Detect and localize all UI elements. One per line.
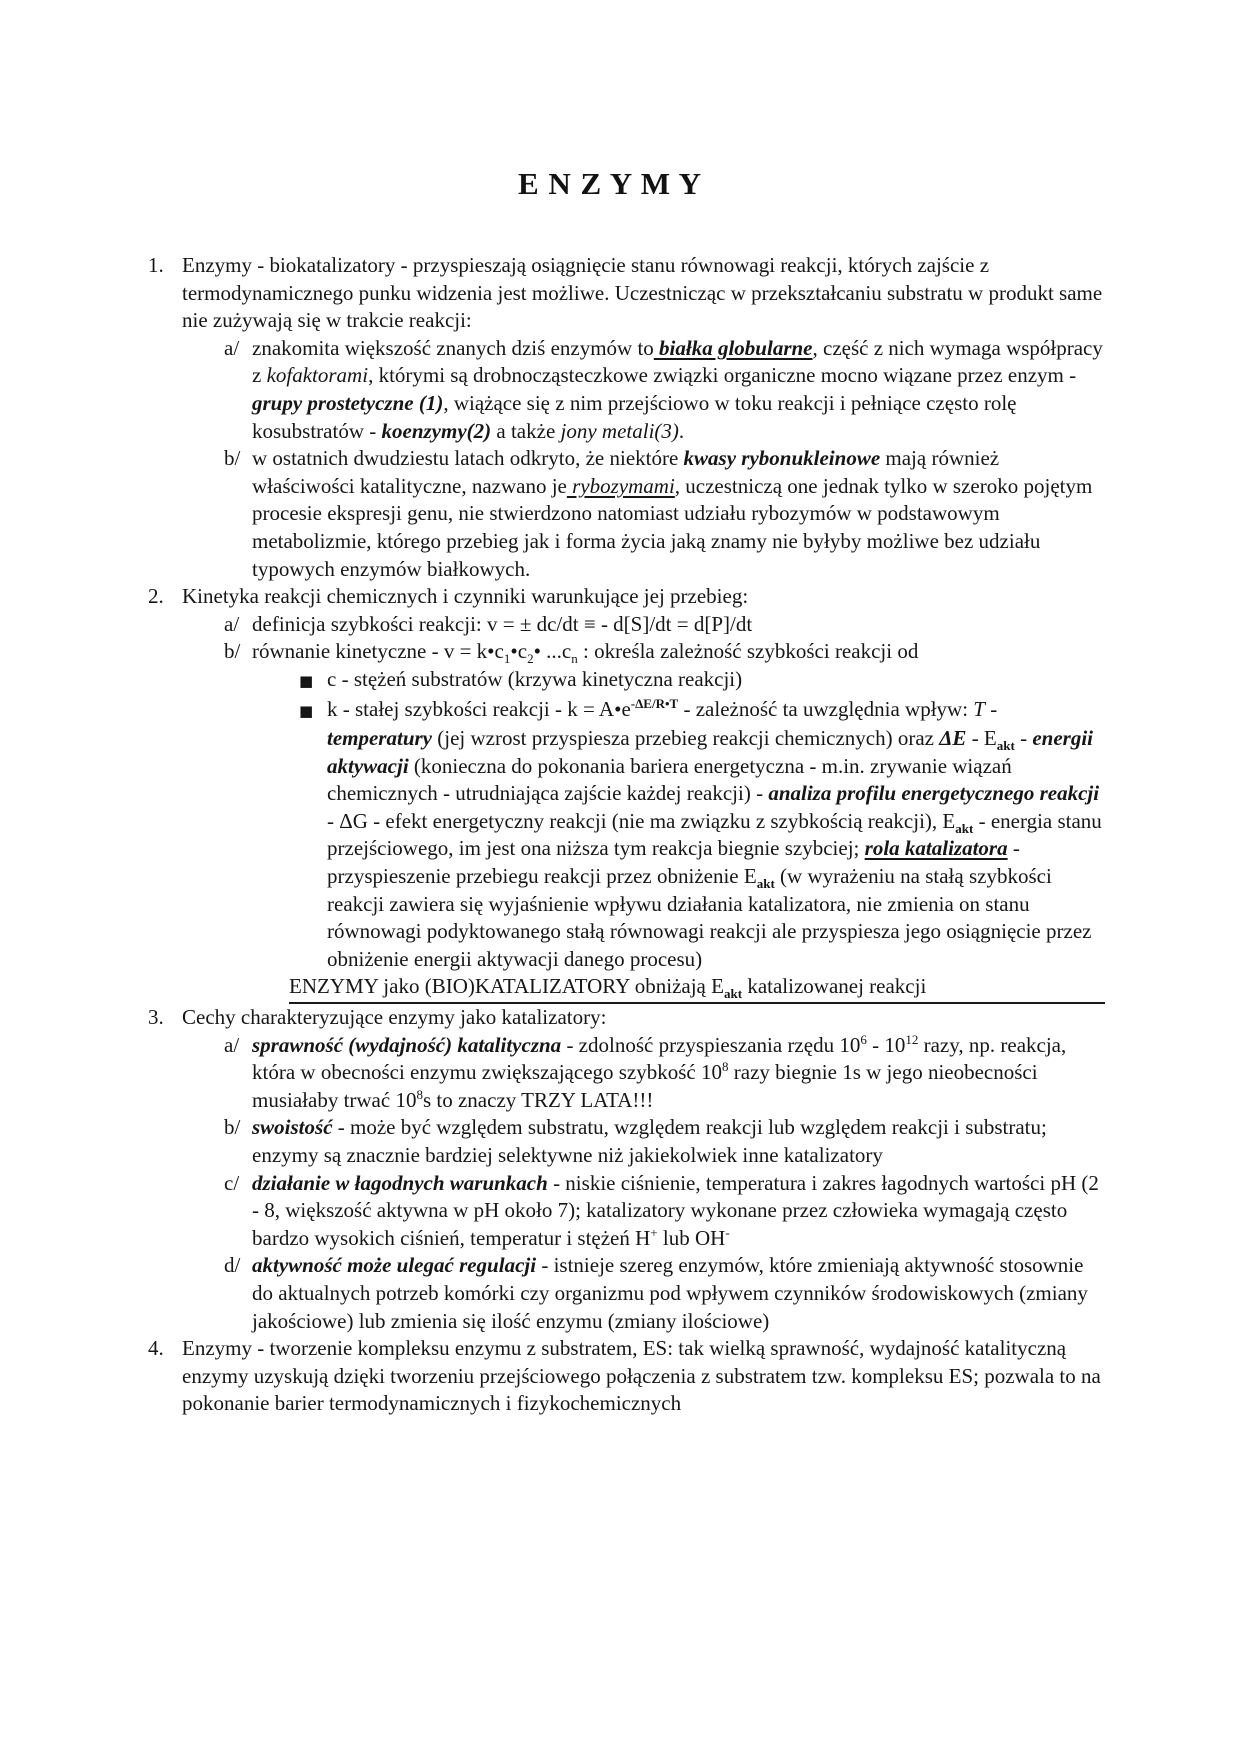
item-3b	[148, 1114, 1105, 1169]
paragraph-text	[327, 667, 742, 691]
item-2	[148, 583, 1105, 611]
item-3	[148, 1004, 1105, 1032]
bullet-substrate-concentration	[148, 666, 1105, 696]
text-segment: (konieczna do pokonania bariera energetyczna - m.in. zrywanie wiązań chemicznych - utrudniająca zajście każdej reakcji) -	[327, 753, 1012, 806]
paragraph-text	[182, 584, 748, 608]
text-segment: Cechy charakteryzujące enzymy jako katalizatory:	[182, 1005, 607, 1030]
text-segment: +	[650, 1224, 658, 1240]
list-marker: 3.	[148, 1005, 164, 1030]
paragraph-text	[252, 446, 1092, 580]
text-segment: znakomita większość znanych dziś enzymów to	[252, 335, 654, 360]
text-segment: , część z nich wymaga współpracy z	[252, 335, 1103, 388]
item-4	[148, 1335, 1105, 1418]
text-segment: razy biegnie 1s w jego nieobecności musiałaby trwać 10	[252, 1060, 1038, 1112]
text-segment: działanie w łagodnych warunkach	[252, 1170, 548, 1195]
text-segment: 8	[416, 1086, 423, 1102]
enzymes-as-biocatalysts-heading	[148, 973, 1105, 1004]
item-2b	[148, 638, 1105, 666]
text-segment: 2	[527, 651, 534, 667]
text-segment: s to znaczy TRZY LATA!!!	[422, 1087, 654, 1112]
text-segment: równanie kinetyczne - v = k•c	[252, 639, 504, 664]
text-segment: kofaktorami	[266, 363, 369, 388]
paragraph-text	[252, 336, 1103, 443]
text-segment: akt	[756, 876, 775, 892]
text-segment: T	[973, 696, 985, 721]
text-segment: energii aktywacji	[327, 726, 1094, 778]
list-marker: 1.	[148, 253, 164, 277]
list-marker: a/	[224, 611, 240, 636]
text-segment: ΔE	[939, 726, 967, 751]
text-segment: (w wyrażeniu na stałą szybkości reakcji zawiera się wyjaśnienie wpływu działania katalizatora, nie zmienia on stanu równowagi podyktowanego stałą równowagi reakcji ale przyspiesza jego osiągnięcie przez obniżenie energii aktywacji danego procesu)	[327, 864, 1092, 971]
square-bullet-icon: ■	[299, 671, 314, 690]
list-marker: 2.	[148, 584, 164, 609]
text-segment: mają również właściwości katalityczne, nazwano je	[252, 446, 1000, 498]
item-2a	[148, 611, 1105, 639]
paragraph-text	[252, 1171, 1099, 1250]
text-segment: białka globularne	[653, 335, 813, 360]
list-marker: a/	[224, 335, 240, 360]
item-3a	[148, 1032, 1105, 1115]
text-segment: •c	[510, 639, 528, 664]
text-segment: akt	[723, 986, 743, 1002]
text-segment: , wiążące się z nim przejściowo w toku reakcji i pełniące często rolę kosubstratów -	[252, 390, 1017, 443]
text-segment: k - stałej szybkości reakcji - k = A•e	[327, 696, 631, 721]
text-segment: Kinetyka reakcji chemicznych i czynniki warunkujące jej przebieg:	[182, 584, 749, 609]
paragraph-text	[289, 973, 1105, 1004]
text-segment: analiza profilu energetycznego reakcji	[768, 781, 1100, 806]
text-segment: definicja szybkości reakcji: v = ± dc/dt ≡ - d[S]/dt = d[P]/dt	[252, 611, 753, 636]
paragraph-text	[252, 1253, 1088, 1332]
text-segment: -	[984, 696, 998, 721]
text-segment: jony metali(3)	[560, 418, 679, 443]
document-body	[148, 252, 1105, 1418]
item-1a	[148, 335, 1105, 445]
text-segment: Enzymy - tworzenie kompleksu enzymu z substratem, ES: tak wielką sprawność, wydajność katalityczną enzymy uzyskują dzięki tworzeniu przejściowego połączenia z substratem tzw. kompleksu ES; pozwala to na pokonanie barier termodynamicznych i fizykochemicznych	[182, 1336, 1101, 1416]
text-segment: Enzymy - biokatalizatory - przyspieszają osiągnięcie stanu równowagi reakcji, których zajście z termodynamicznego punku widzenia jest możliwe. Uczestnicząc w przekształcaniu substratu w produkt same nie zużywają się w trakcie reakcji:	[182, 253, 1103, 333]
list-marker: d/	[224, 1253, 241, 1278]
list-marker: b/	[224, 446, 241, 471]
text-segment: razy, np. reakcja, która w obecności enzymu zwiększającego szybkość 10	[252, 1032, 1067, 1085]
text-segment: - przyspieszenie przebiegu reakcji przez obniżenie E	[327, 836, 1020, 889]
text-segment: - energia stanu przejściowego, im jest ona niższa tym reakcja biegnie szybciej;	[327, 808, 1102, 861]
text-segment: - niskie ciśnienie, temperatura i zakres łagodnych wartości pH (2 - 8, większość aktywna w pH około 7); katalizatory wykonane przez człowieka wymagają często bardzo wysokich ciśnień, temperatur i stężeń H	[252, 1170, 1099, 1250]
list-marker: b/	[224, 1115, 241, 1140]
text-segment: -ΔE/R•T	[630, 695, 679, 711]
text-segment: kwasy rybonukleinowe	[683, 446, 881, 471]
text-segment: - ΔG - efekt energetyczny reakcji (nie ma związku z szybkością reakcji), E	[327, 808, 956, 833]
bullet-rate-constant	[148, 696, 1105, 974]
text-segment: temperatury	[327, 726, 432, 751]
item-1	[148, 252, 1105, 335]
text-segment: - może być względem substratu, względem reakcji lub względem reakcji i substratu; enzymy są znacznie bardziej selektywne niż jakiekolwiek inne katalizatory	[252, 1115, 1047, 1167]
item-3d	[148, 1252, 1105, 1335]
text-segment: , którymi są drobnocząsteczkowe związki organiczne mocno wiązane przez enzym -	[368, 363, 1077, 388]
paragraph-text	[182, 1336, 1101, 1415]
text-segment: - istnieje szereg enzymów, które zmieniają aktywność stosownie do aktualnych potrzeb komórki czy organizmu pod wpływem czynników środowiskowych (zmiany jakościowe) lub zmienia się ilość enzymu (zmiany ilościowe)	[252, 1253, 1088, 1333]
paragraph-text	[252, 612, 752, 636]
text-segment: aktywność może ulegać regulacji	[252, 1253, 537, 1278]
text-segment: rybozymami	[566, 473, 675, 498]
text-segment: : określa zależność szybkości reakcji od	[577, 639, 919, 664]
text-segment: n	[571, 651, 578, 667]
paragraph-text	[252, 1115, 1047, 1167]
text-segment: 1	[503, 651, 511, 667]
text-segment: c - stężeń substratów (krzywa kinetyczna reakcji)	[327, 666, 743, 691]
text-segment: akt	[955, 821, 974, 837]
text-segment: a także	[491, 418, 561, 443]
text-segment: -	[1014, 726, 1033, 751]
item-1b	[148, 445, 1105, 583]
text-segment: 6	[860, 1031, 867, 1047]
text-segment: • ...c	[533, 639, 572, 664]
text-segment: 8	[722, 1059, 729, 1075]
text-segment: - zależność ta uwzględnia wpływ:	[678, 696, 974, 721]
text-segment: koenzymy(2)	[381, 418, 492, 443]
list-marker: b/	[224, 639, 241, 664]
text-segment: -	[725, 1224, 730, 1240]
text-segment: w ostatnich dwudziestu latach odkryto, że niektóre	[252, 446, 684, 471]
paragraph-text	[182, 1005, 606, 1029]
paragraph-text	[327, 697, 1102, 971]
paragraph-text	[252, 1033, 1066, 1112]
text-segment: katalizowanej reakcji	[742, 974, 927, 999]
text-segment: .	[678, 418, 685, 443]
text-segment: swoistość	[252, 1115, 333, 1140]
item-3c	[148, 1170, 1105, 1253]
paragraph-text	[252, 639, 919, 667]
text-segment: - zdolność przyspieszania rzędu 10	[561, 1032, 861, 1057]
list-marker: a/	[224, 1032, 240, 1057]
text-segment: - E	[966, 726, 997, 751]
text-segment: akt	[996, 738, 1015, 754]
list-marker: 4.	[148, 1336, 164, 1361]
document-title: E N Z Y M Y	[517, 166, 703, 201]
text-segment: , uczestniczą one jednak tylko w szeroko pojętym procesie ekspresji genu, nie stwierdzono natomiast udziału rybozymów w podstawowym metabolizmie, którego przebieg jak i forma życia jaką znamy nie byłyby możliwe bez udziału typowych enzymów białkowych.	[252, 473, 1093, 581]
text-segment: grupy prostetyczne (1)	[252, 390, 444, 415]
list-marker: c/	[224, 1170, 240, 1195]
text-segment: sprawność (wydajność) katalityczna	[252, 1032, 562, 1057]
text-segment: - 10	[866, 1032, 906, 1057]
paragraph-text	[182, 253, 1102, 332]
text-segment: (jej wzrost przyspiesza przebieg reakcji chemicznych) oraz	[432, 726, 940, 751]
text-segment: rola katalizatora	[864, 836, 1008, 861]
square-bullet-icon: ■	[299, 701, 314, 720]
text-segment: lub OH	[657, 1225, 726, 1250]
text-segment: ENZYMY jako (BIO)KATALIZATORY obniżają E	[289, 974, 724, 999]
text-segment: 12	[905, 1031, 919, 1047]
